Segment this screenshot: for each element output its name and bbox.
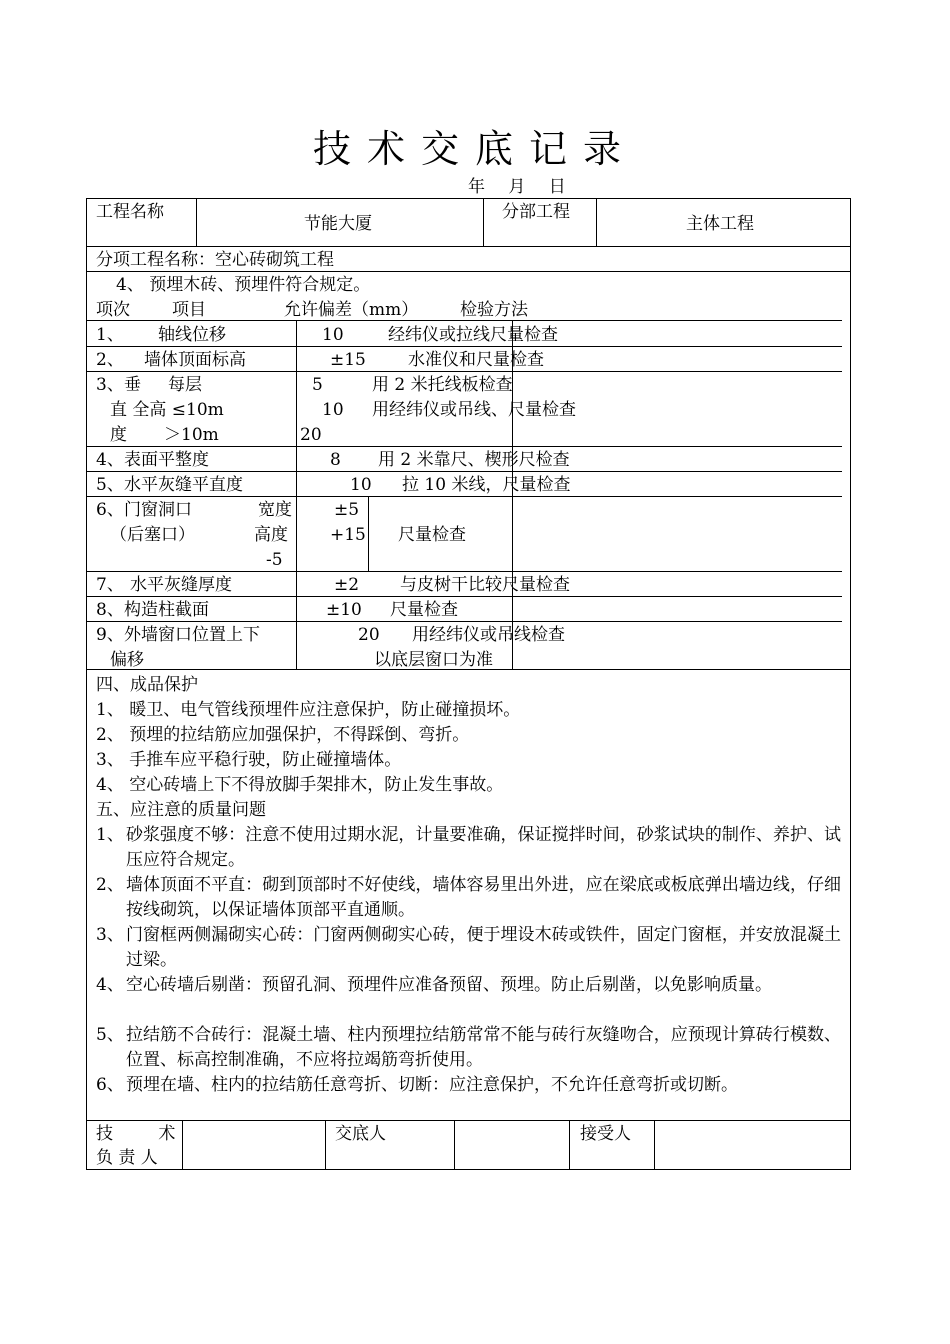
- col-header-item: 项目: [172, 300, 206, 320]
- row5-method: 拉 10 米线，尺量检查: [402, 475, 571, 495]
- row2-method: 水准仪和尺量检查: [408, 350, 544, 370]
- footer-divider: [325, 1120, 326, 1169]
- row6-sub2: 高度: [254, 525, 288, 545]
- quality-item-number: 6、: [96, 1075, 124, 1095]
- row6-item-2: （后塞口）: [110, 525, 195, 545]
- division-label: 分部工程: [502, 202, 570, 222]
- row3-value: 5: [312, 375, 323, 395]
- row6-sub1: 宽度: [258, 500, 292, 520]
- row7-method: 与皮树干比较尺量检查: [400, 575, 570, 595]
- row4-method: 用 2 米靠尺、楔形尺检查: [378, 450, 570, 470]
- date-line: 年 月 日: [468, 177, 566, 197]
- row9-no: 9、: [96, 625, 124, 645]
- handover-label: 交底人: [335, 1124, 386, 1144]
- receiver-label: 接受人: [580, 1124, 631, 1144]
- quality-item-text: 门窗框两侧漏砌实心砖：门窗两侧砌实心砖，便于埋设木砖或铁件，固定门窗框，并安放混凝土过梁。: [126, 925, 841, 970]
- row2-item: 墙体顶面标高: [144, 350, 246, 370]
- quality-item-text: 砂浆强度不够：注意不使用过期水泥，计量要准确，保证搅拌时间，砂浆试块的制作、养护、试压应符合规定。: [126, 825, 841, 870]
- table-col-line: [368, 496, 369, 571]
- row8-no: 8、: [96, 600, 124, 620]
- row6-value-3: -5: [266, 550, 283, 570]
- row3-item-3a: 度: [110, 425, 127, 445]
- row5-item: 水平灰缝平直度: [124, 475, 243, 495]
- row3-value-3: 20: [300, 425, 322, 445]
- footer-divider: [182, 1120, 183, 1169]
- protection-heading: 四、成品保护: [96, 675, 198, 695]
- row6-value-2: +15: [330, 525, 366, 545]
- row3-value-2: 10: [322, 400, 344, 420]
- table-line: [86, 571, 842, 572]
- row8-method: 尺量检查: [390, 600, 458, 620]
- header-divider: [483, 198, 484, 246]
- quality-item-text: 空心砖墙后剔凿：预留孔洞、预埋件应准备预留、预埋。防止后剔凿，以免影响质量。: [126, 975, 772, 995]
- row1-value: 10: [322, 325, 344, 345]
- row8-value: ±10: [326, 600, 362, 620]
- frame-top-line: [86, 198, 851, 199]
- footer-top-line: [86, 1120, 851, 1121]
- frame-bottom-line: [86, 1169, 851, 1170]
- quality-item: [96, 1073, 841, 1098]
- frame-right-line: [850, 198, 851, 1170]
- protection-item: 3、 手推车应平稳行驶，防止碰撞墙体。: [96, 750, 402, 770]
- frame-left-line: [86, 198, 87, 1170]
- protection-item: 1、 暖卫、电气管线预埋件应注意保护，防止碰撞损坏。: [96, 700, 521, 720]
- quality-item: [96, 823, 841, 873]
- row2-no: 2、: [96, 350, 124, 370]
- footer-divider: [569, 1120, 570, 1169]
- row4-value: 8: [330, 450, 341, 470]
- row9-method: 用经纬仪或吊线检查: [412, 625, 565, 645]
- row6-value: ±5: [334, 500, 360, 520]
- quality-item: [96, 973, 841, 998]
- table-line: [86, 320, 842, 321]
- row1-no: 1、: [96, 325, 124, 345]
- row3-no: 3、: [96, 375, 124, 395]
- row5-no: 5、: [96, 475, 124, 495]
- header-divider: [596, 198, 597, 246]
- document-title: 技术交底记录: [312, 127, 637, 171]
- row2-value: ±15: [330, 350, 366, 370]
- project-name-value: 节能大厦: [304, 214, 372, 234]
- row9-item: 外墙窗口位置上下: [124, 625, 260, 645]
- quality-item-number: 5、: [96, 1025, 124, 1045]
- col-header-no: 项次: [96, 300, 130, 320]
- col-header-tolerance: 允许偏差（mm）: [284, 300, 419, 320]
- table-col-line: [296, 320, 297, 669]
- row9-item-2: 偏移: [110, 650, 144, 670]
- row6-item: 门窗洞口: [124, 500, 192, 520]
- row3-item-b: 每层: [168, 375, 202, 395]
- protection-item: 2、 预埋的拉结筋应加强保护，不得踩倒、弯折。: [96, 725, 470, 745]
- subitem-bottom-line: [86, 271, 851, 272]
- quality-item: [96, 923, 841, 973]
- row3-item-a: 垂: [124, 375, 141, 395]
- quality-item-text: 预埋在墙、柱内的拉结筋任意弯折、切断：应注意保护，不允许任意弯折或切断。: [126, 1075, 738, 1095]
- row4-no: 4、: [96, 450, 124, 470]
- project-name-label: 工程名称: [96, 202, 164, 222]
- quality-item-text: 拉结筋不合砖行：混凝土墙、柱内预埋拉结筋常常不能与砖行灰缝吻合，应预现计算砖行模数、位置、标高控制准确，不应将拉竭筋弯折使用。: [126, 1025, 841, 1070]
- subitem-name: 分项工程名称：空心砖砌筑工程: [96, 250, 334, 270]
- row1-method: 经纬仪或拉线尺量检查: [388, 325, 558, 345]
- row3-method-2: 用经纬仪或吊线、尺量检查: [372, 400, 576, 420]
- quality-item: [96, 1023, 841, 1073]
- row6-method: 尺量检查: [398, 525, 466, 545]
- protection-item: 4、 空心砖墙上下不得放脚手架排木，防止发生事故。: [96, 775, 504, 795]
- quality-item-number: 2、: [96, 875, 124, 895]
- col-header-method: 检验方法: [460, 300, 528, 320]
- footer-divider: [454, 1120, 455, 1169]
- row7-value: ±2: [334, 575, 360, 595]
- row9-value: 20: [358, 625, 380, 645]
- row8-item: 构造柱截面: [124, 600, 209, 620]
- division-value: 主体工程: [686, 214, 754, 234]
- quality-item: [96, 873, 841, 923]
- row1-item: 轴线位移: [158, 325, 226, 345]
- row7-no: 7、: [96, 575, 124, 595]
- row4-item: 表面平整度: [124, 450, 209, 470]
- row7-item: 水平灰缝厚度: [130, 575, 232, 595]
- row6-no: 6、: [96, 500, 124, 520]
- quality-item-number: 3、: [96, 925, 124, 945]
- quality-item-number: 4、: [96, 975, 124, 995]
- embedded-note: 4、 预埋木砖、预埋件符合规定。: [116, 275, 371, 295]
- row5-value: 10: [350, 475, 372, 495]
- header-bottom-line: [86, 246, 851, 247]
- quality-heading: 五、应注意的质量问题: [96, 800, 266, 820]
- row3-item-2: 直 全高 ≤10m: [110, 400, 224, 420]
- tech-lead-label-line1: 技 术: [96, 1124, 176, 1144]
- quality-item-text: 墙体顶面不平直：砌到顶部时不好使线，墙体容易里出外进，应在梁底或板底弹出墙边线，仔细按线砌筑，以保证墙体顶部平直通顺。: [126, 875, 841, 920]
- row3-item-3b: ＞10m: [164, 425, 219, 445]
- row3-method: 用 2 米托线板检查: [372, 375, 513, 395]
- header-divider: [196, 198, 197, 246]
- row9-method-2: 以底层窗口为准: [374, 650, 493, 670]
- quality-item-number: 1、: [96, 825, 124, 845]
- tech-lead-label-line2: 负 责 人: [96, 1148, 158, 1168]
- footer-divider: [654, 1120, 655, 1169]
